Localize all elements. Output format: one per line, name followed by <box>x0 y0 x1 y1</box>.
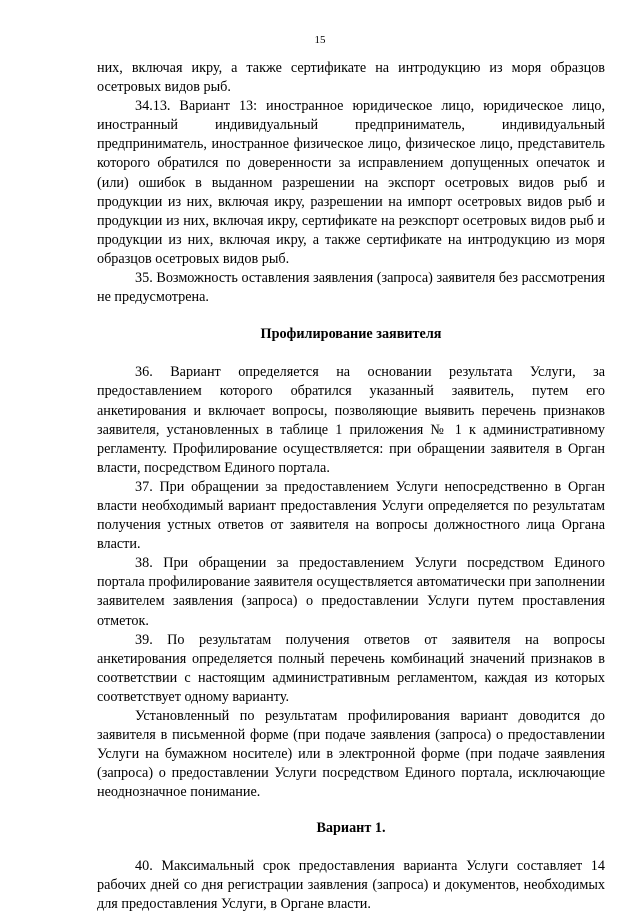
section-heading-profiling: Профилирование заявителя <box>260 326 442 343</box>
paragraph-continuation: них, включая икру, а также сертификате на интродукцию из моря образцов осетровых видов рыб. <box>97 60 605 96</box>
paragraph-36: 36. Вариант определяется на основании результата Услуги, за предоставлением которого обратился указанный заявитель, путем его анкетирования и включает вопросы, позволяющие выявить перечень признаков заявителя, установленных в таблице 1 приложения № 1 к административному регламенту. Профилирование осуществляется: при обращении заявителя в Орган власти, посредством Единого портала. <box>97 364 605 476</box>
paragraph-35: 35. Возможность оставления заявления (запроса) заявителя без рассмотрения не предусмотрена. <box>97 270 605 306</box>
paragraph-34-13: 34.13. Вариант 13: иностранное юридическое лицо, юридическое лицо, иностранный индивидуальный предприниматель, индивидуальный предприниматель, иностранное физическое лицо, физическое лицо, представитель которого обратился по доверенности за исправлением допущенных опечаток и (или) ошибок в выданном разрешении на экспорт осетровых видов рыб и продукции из них, включая икру, разрешении на импорт осетровых видов рыб и продукции из них, включая икру, сертификате на реэкспорт осетровых видов рыб и продукции из них, включая икру, а также сертификате на интродукцию из моря образцов осетровых видов рыб. <box>97 98 605 267</box>
page-number: 15 <box>314 34 326 46</box>
paragraph-40: 40. Максимальный срок предоставления варианта Услуги составляет 14 рабочих дней со дня регистрации заявления (запроса) и документов, необходимых для предоставления Услуги, в Органе власти. <box>97 857 605 912</box>
paragraph-38: 38. При обращении за предоставлением Услуги посредством Единого портала профилирование заявителя осуществляется автоматически при заполнении заявителем заявления (запроса) о предоставлении Услуги путем проставления отметок. <box>97 555 605 629</box>
paragraph-37: 37. При обращении за предоставлением Услуги непосредственно в Орган власти необходимый вариант предоставления Услуги определяется по результатам получения устных ответов от заявителя на вопросы должностного лица Органа власти. <box>97 478 605 553</box>
paragraph-variant-notice: Установленный по результатам профилирования вариант доводится до заявителя в письменной форме (при подаче заявления (запроса) о предоставлении Услуги на бумажном носителе) или в электронной форме (при подаче заявления (запроса) о предоставлении Услуги посредством Единого портала, исключающие неоднозначное понимание. <box>97 708 605 801</box>
paragraph-39: 39. По результатам получения ответов от заявителя на вопросы анкетирования определяется полный перечень комбинаций значений признаков в соответствии с настоящим административным регламентом, каждая из которых соответствует одному варианту. <box>97 631 605 705</box>
section-heading-variant-1: Вариант 1. <box>316 820 386 837</box>
document-body <box>97 59 605 914</box>
